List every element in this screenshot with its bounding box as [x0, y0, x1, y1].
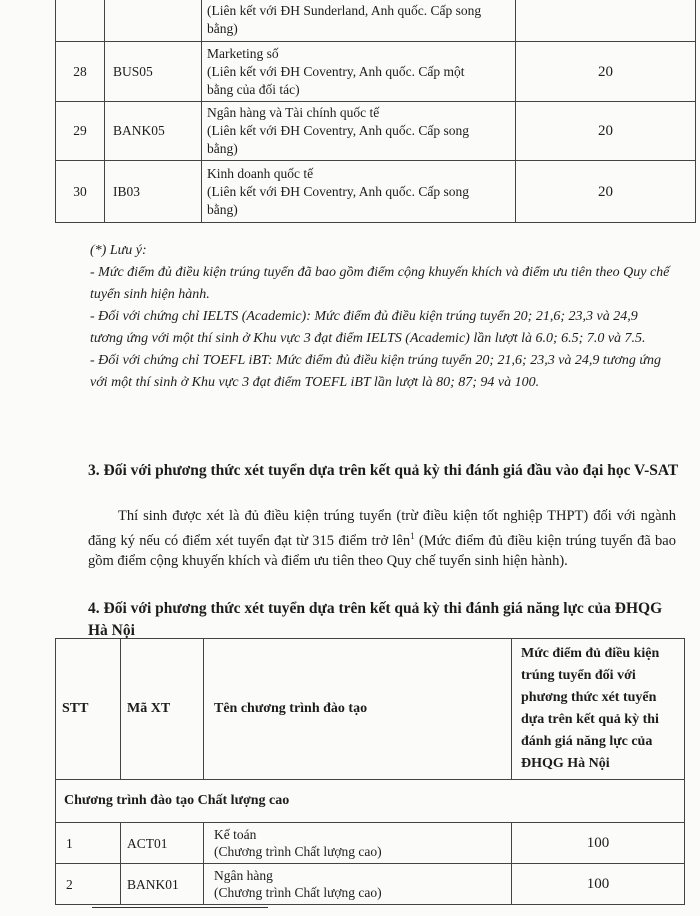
program-line: bằng)	[207, 141, 238, 156]
program-line: bằng)	[207, 21, 238, 36]
section-3-text-b: (Mức điểm đủ điều kiện trúng tuyển đã bao gồm điểm cộng khuyến khích và điểm ưu tiên theo Quy chế tuyển sinh hiện hành).	[88, 532, 676, 569]
table-row	[56, 102, 696, 161]
group-label: Chương trình đào tạo Chất lượng cao	[56, 780, 685, 823]
stt-cell: 29	[56, 102, 105, 161]
program-line: (Liên kết với ĐH Coventry, Anh quốc. Cấp song	[207, 123, 469, 138]
table-row	[56, 161, 696, 223]
header-score-line: Mức điểm đủ điều kiện	[521, 646, 660, 661]
score-cell	[516, 0, 696, 42]
section-3-paragraph	[88, 506, 676, 571]
program-cell	[202, 102, 516, 161]
admission-table-top	[55, 0, 696, 223]
stt-cell: 28	[56, 42, 105, 102]
program-cell	[204, 823, 512, 864]
program-line: bằng)	[207, 201, 238, 217]
table-row	[56, 42, 696, 102]
section-3-heading: 3. Đối với phương thức xét tuyển dựa trên kết quả kỳ thi đánh giá đầu vào đại học V-SAT	[88, 462, 679, 479]
program-line: (Liên kết với ĐH Coventry, Anh quốc. Cấp song	[207, 183, 469, 199]
program-line: Ngân hàng	[214, 868, 273, 883]
note-item: - Đối với chứng chỉ TOEFL iBT: Mức điểm đủ điều kiện trúng tuyển 20; 21,6; 23,3 và 24,9 tương ứng với một thí sinh ở Khu vực 3 đạt điểm TOEFL iBT lần lượt là 80; 87; 94 và 100.	[90, 353, 662, 390]
footnote-separator	[92, 907, 268, 908]
stt-cell: 2	[56, 864, 121, 905]
program-line: (Liên kết với ĐH Sunderland, Anh quốc. Cấp song	[207, 3, 482, 18]
section-4-heading: 4. Đối với phương thức xét tuyển dựa trên kết quả kỳ thi đánh giá năng lực của ĐHQG Hà Nội	[88, 600, 663, 639]
program-cell	[202, 0, 516, 42]
score-cell: 100	[512, 864, 685, 905]
score-cell: 100	[512, 823, 685, 864]
program-cell	[202, 42, 516, 102]
program-line: (Chương trình Chất lượng cao)	[214, 885, 382, 900]
header-score-line: đánh giá năng lực của	[521, 734, 653, 749]
code-cell: ACT01	[121, 823, 204, 864]
note-item: - Mức điểm đủ điều kiện trúng tuyển đã bao gồm điểm cộng khuyến khích và điểm ưu tiên theo Quy chế tuyển sinh hiện hành.	[90, 265, 670, 302]
table-row	[56, 823, 685, 864]
program-line: Kinh doanh quốc tế	[207, 165, 314, 181]
program-line: Kế toán	[214, 827, 257, 842]
section-3-text-a: Thí sinh được xét là đủ điều kiện trúng tuyển (trừ điều kiện tốt nghiệp THPT) đối với ngành đăng ký nếu có điểm xét tuyển đạt từ 315 điểm trở lên	[88, 508, 676, 549]
stt-cell: 1	[56, 823, 121, 864]
program-line: Marketing số	[207, 45, 279, 61]
program-cell	[202, 161, 516, 223]
header-score-line: dựa trên kết quả kỳ thi	[521, 712, 659, 727]
code-cell: BANK01	[121, 864, 204, 905]
admission-table-bottom	[55, 638, 685, 905]
stt-cell	[56, 0, 105, 42]
program-line: (Chương trình Chất lượng cao)	[214, 844, 382, 859]
header-code: Mã XT	[121, 639, 204, 780]
header-program: Tên chương trình đào tạo	[204, 639, 512, 780]
notes-title: (*) Lưu ý:	[90, 243, 147, 258]
program-cell	[204, 864, 512, 905]
footnote-marker: 1	[410, 531, 415, 541]
program-line: (Liên kết với ĐH Coventry, Anh quốc. Cấp một	[207, 63, 465, 79]
table-group-row	[56, 780, 685, 823]
code-cell: IB03	[105, 161, 202, 223]
score-cell: 20	[516, 161, 696, 223]
code-cell: BANK05	[105, 102, 202, 161]
header-stt: STT	[56, 639, 121, 780]
table-row	[56, 864, 685, 905]
note-item: - Đối với chứng chỉ IELTS (Academic): Mức điểm đủ điều kiện trúng tuyển 20; 21,6; 23,3 và 24,9 tương ứng với một thí sinh ở Khu vực 3 đạt điểm IELTS (Academic) lần lượt là 6.0; 6.5; 7.0 và 7.5.	[90, 309, 646, 346]
score-cell: 20	[516, 42, 696, 102]
program-line: Ngân hàng và Tài chính quốc tế	[207, 105, 380, 120]
score-cell: 20	[516, 102, 696, 161]
header-score-line: phương thức xét tuyển	[521, 690, 657, 705]
header-score-line: trúng tuyển đối với	[521, 668, 636, 683]
table-header-row	[56, 639, 685, 780]
header-score	[512, 639, 685, 780]
notes-block	[90, 240, 670, 394]
table-row	[56, 0, 696, 42]
stt-cell: 30	[56, 161, 105, 223]
code-cell	[105, 0, 202, 42]
header-score-line: ĐHQG Hà Nội	[521, 756, 610, 771]
code-cell: BUS05	[105, 42, 202, 102]
program-line: bằng của đối tác)	[207, 81, 300, 97]
